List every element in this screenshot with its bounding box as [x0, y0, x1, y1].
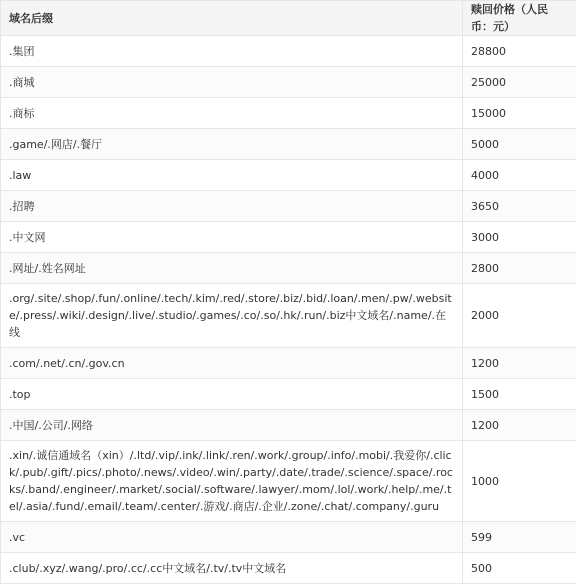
suffix-cell: .中文网: [1, 222, 463, 253]
suffix-cell: .com/.net/.cn/.gov.cn: [1, 348, 463, 379]
price-cell: 4000: [463, 160, 576, 191]
suffix-cell: .招聘: [1, 191, 463, 222]
price-cell: 3000: [463, 222, 576, 253]
table-row: [1, 98, 576, 129]
table-row: [1, 379, 576, 410]
suffix-cell: .集团: [1, 36, 463, 67]
price-cell: 25000: [463, 67, 576, 98]
table-row: [1, 522, 576, 553]
table-row: [1, 441, 576, 522]
suffix-cell: .商标: [1, 98, 463, 129]
price-cell: 28800: [463, 36, 576, 67]
table-row: [1, 284, 576, 348]
table-row: [1, 160, 576, 191]
table-header-row: [1, 1, 576, 36]
price-cell: 500: [463, 553, 576, 584]
price-cell: 1200: [463, 410, 576, 441]
price-cell: 599: [463, 522, 576, 553]
suffix-cell: .game/.网店/.餐厅: [1, 129, 463, 160]
price-cell: 2000: [463, 284, 576, 348]
suffix-cell: .网址/.姓名网址: [1, 253, 463, 284]
table-row: [1, 129, 576, 160]
suffix-cell: .club/.xyz/.wang/.pro/.cc/.cc中文域名/.tv/.tv中文域名: [1, 553, 463, 584]
table-row: [1, 410, 576, 441]
suffix-cell: .xin/.诚信通域名（xin）/.ltd/.vip/.ink/.link/.ren/.work/.group/.info/.mobi/.我爱你/.click/.pub/.gift/.pics/.photo/.news/.video/.win/.party/.date/.trade/.science/.space/.rocks/.band/.engineer/.market/.social/.software/.lawyer/.mom/.lol/.work/.help/.me/.tel/.asia/.fund/.email/.team/.center/.游戏/.商店/.企业/.zone/.chat/.company/.guru: [1, 441, 463, 522]
table-row: [1, 253, 576, 284]
suffix-cell: .top: [1, 379, 463, 410]
suffix-cell: .vc: [1, 522, 463, 553]
table-row: [1, 222, 576, 253]
suffix-cell: .law: [1, 160, 463, 191]
table-row: [1, 67, 576, 98]
price-cell: 1500: [463, 379, 576, 410]
price-cell: 1000: [463, 441, 576, 522]
price-cell: 15000: [463, 98, 576, 129]
table-row: [1, 553, 576, 584]
suffix-cell: .中国/.公司/.网络: [1, 410, 463, 441]
suffix-cell: .org/.site/.shop/.fun/.online/.tech/.kim/.red/.store/.biz/.bid/.loan/.men/.pw/.website/.press/.wiki/.design/.live/.studio/.games/.co/.so/.hk/.run/.biz中文域名/.name/.在线: [1, 284, 463, 348]
header-price: 赎回价格（人民币：元）: [463, 1, 576, 36]
price-cell: 5000: [463, 129, 576, 160]
price-cell: 1200: [463, 348, 576, 379]
suffix-cell: .商城: [1, 67, 463, 98]
table-row: [1, 191, 576, 222]
header-suffix: 域名后缀: [1, 1, 463, 36]
price-cell: 3650: [463, 191, 576, 222]
price-cell: 2800: [463, 253, 576, 284]
table-row: [1, 36, 576, 67]
table-row: [1, 348, 576, 379]
